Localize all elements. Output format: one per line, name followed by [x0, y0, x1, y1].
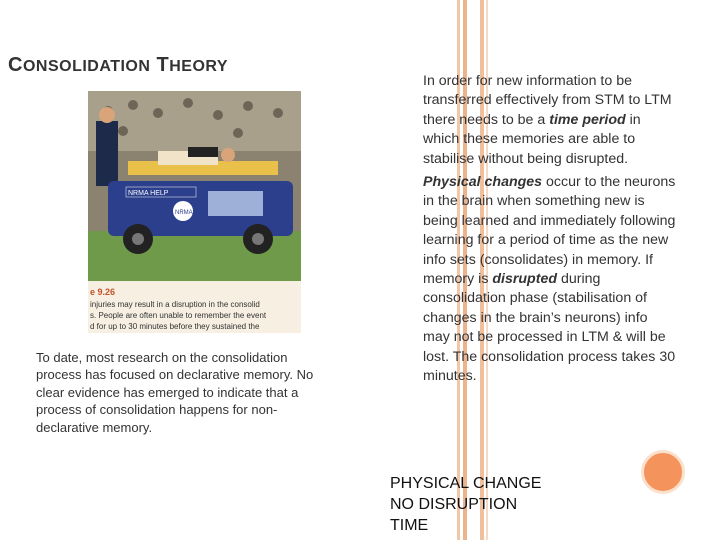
summary-item: PHYSICAL CHANGE: [390, 475, 542, 492]
decor-circle: [641, 450, 685, 494]
injury-photo: [88, 91, 301, 333]
photo-caption-line: injuries may result in a disruption in the consolid: [90, 300, 260, 309]
slide-title: CONSOLIDATION THEORY: [8, 54, 229, 76]
paragraph-physical-changes: Physical changes occur to the neurons in the brain when something new is being learned and immediately following learning for a period of time as the new info sets (consolidates) in memory. If memory is disrupted during consolidation phase (stabilisation of changes in the brain’s neurons) info may not be processed in LTM & will be lost. The consolidation process takes 30 minutes.: [423, 174, 676, 385]
paragraph-time-period: In order for new information to be transferred effectively from STM to LTM there needs to be a time period in which these memories are able to stabilise without being disrupted.: [423, 73, 672, 167]
photo-caption-line: s. People are often unable to remember the event: [90, 311, 267, 320]
photo-caption-number: e 9.26: [90, 287, 116, 297]
vehicle-text: NRMA HELP: [128, 190, 169, 197]
right-text-block: [423, 72, 678, 387]
photo-caption-line: d for up to 30 minutes before they sustained the: [90, 322, 260, 331]
vehicle-logo: NRMA: [175, 210, 193, 216]
summary-item: TIME: [390, 517, 429, 534]
summary-list: [390, 473, 541, 536]
left-paragraph: To date, most research on the consolidation process has focused on declarative memory. No clear evidence has emerged to indicate that a process of consolidation happens for non-declarative memory.: [36, 350, 314, 435]
summary-item: NO DISRUPTION: [390, 496, 518, 513]
